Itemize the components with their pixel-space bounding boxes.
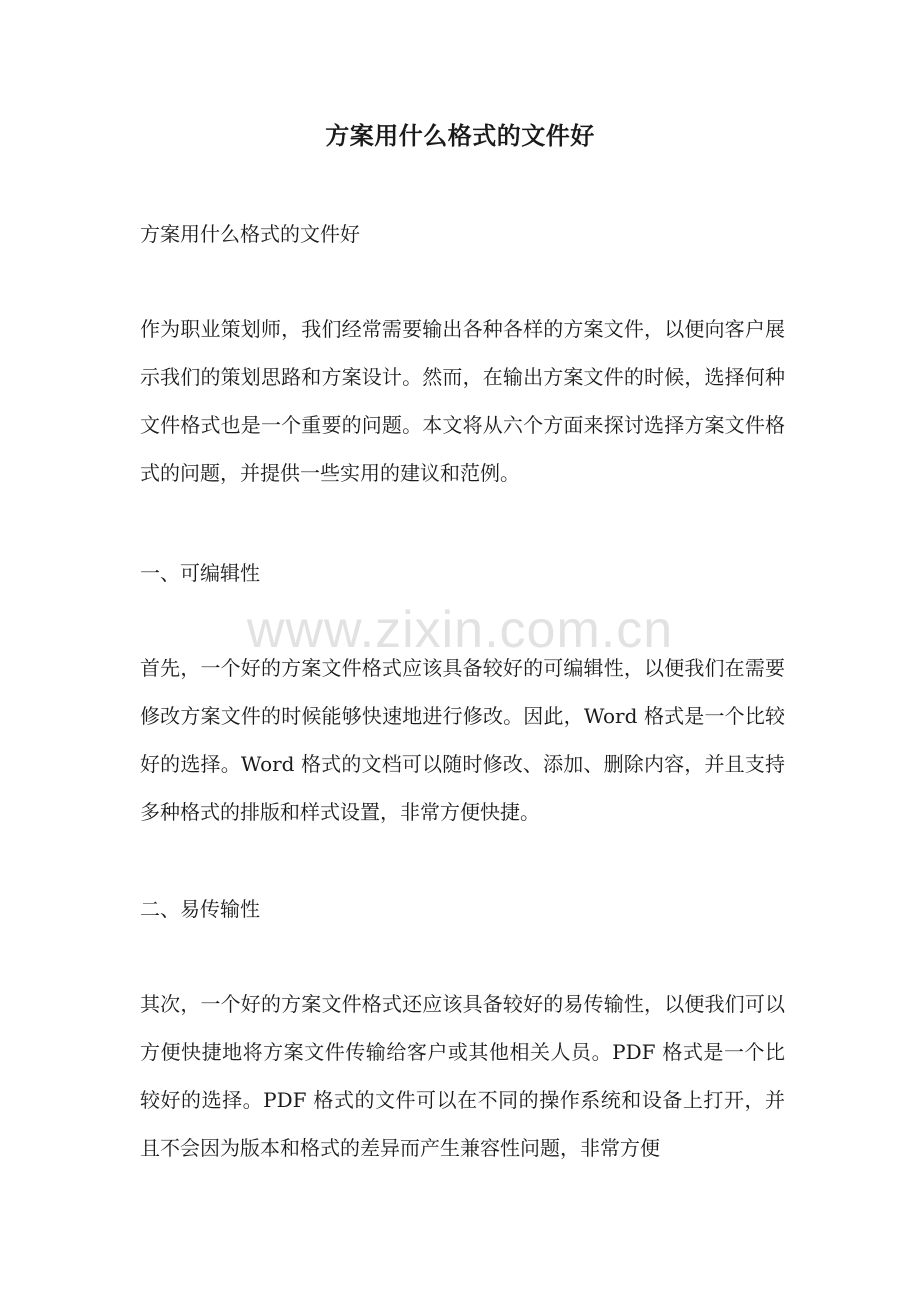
- section-heading-editability: 一、可编辑性: [140, 561, 260, 585]
- section-heading-transferability: 二、易传输性: [140, 897, 260, 921]
- document-title: 方案用什么格式的文件好: [325, 121, 595, 150]
- section-body-editability: 首先，一个好的方案文件格式应该具备较好的可编辑性，以便我们在需要修改方案文件的时候能够快速地进行修改。因此，Word 格式是一个比较好的选择。Word 格式的文档可以随时修改、添加、删除内容，并且支持多种格式的排版和样式设置，非常方便快捷。: [140, 656, 785, 824]
- document-subtitle: 方案用什么格式的文件好: [140, 222, 360, 246]
- watermark: www.zixin.com.cn: [246, 601, 674, 659]
- intro-paragraph: 作为职业策划师，我们经常需要输出各种各样的方案文件，以便向客户展示我们的策划思路和方案设计。然而，在输出方案文件的时候，选择何种文件格式也是一个重要的问题。本文将从六个方面来探讨选择方案文件格式的问题，并提供一些实用的建议和范例。: [140, 317, 785, 485]
- section-body-transferability: 其次，一个好的方案文件格式还应该具备较好的易传输性，以便我们可以方便快捷地将方案文件传输给客户或其他相关人员。PDF 格式是一个比较好的选择。PDF 格式的文件可以在不同的操作系统和设备上打开，并且不会因为版本和格式的差异而产生兼容性问题，非常方便: [140, 992, 785, 1160]
